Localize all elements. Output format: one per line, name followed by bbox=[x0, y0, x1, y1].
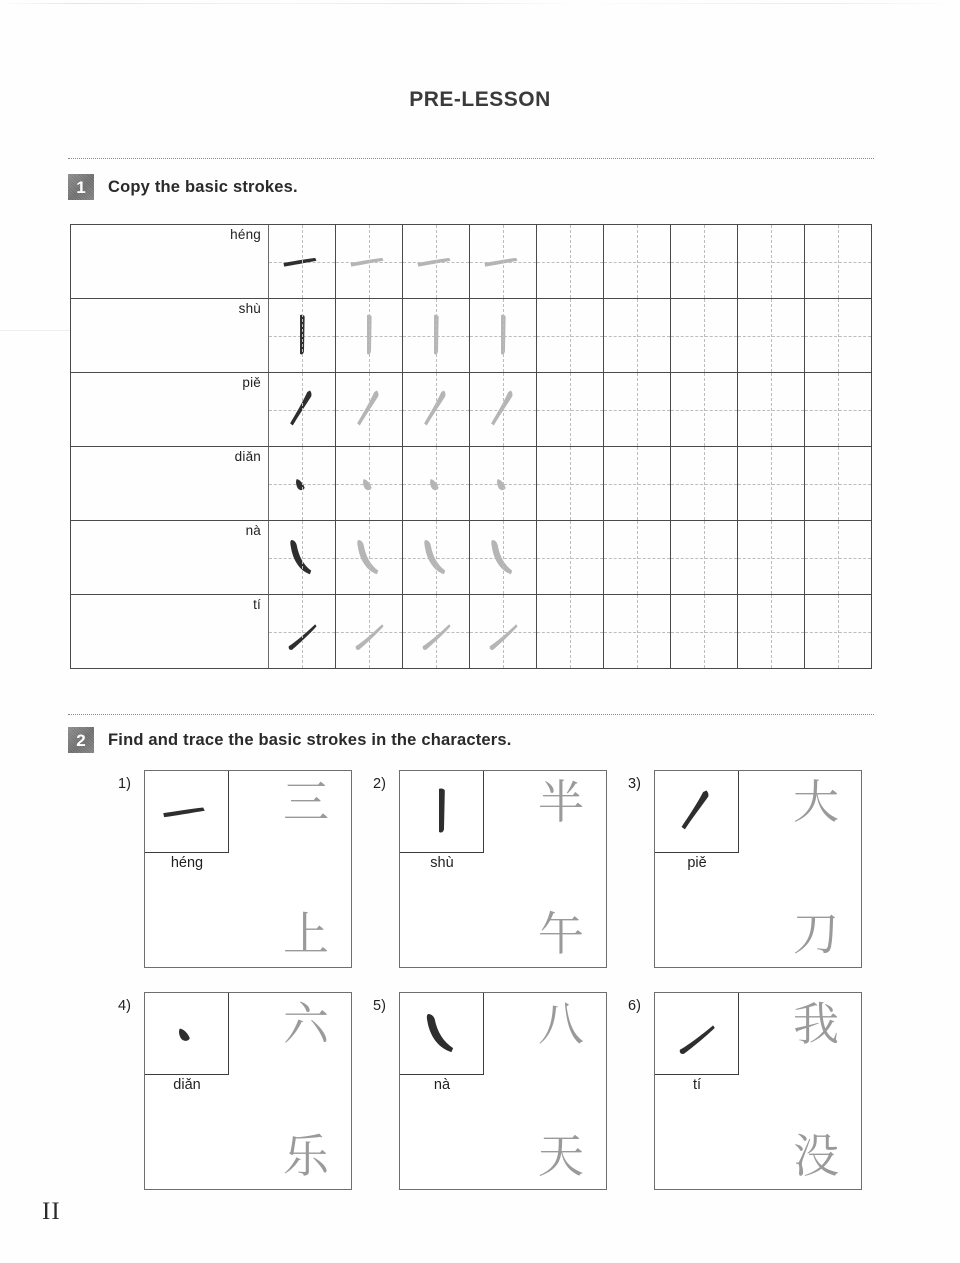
stroke-label: héng bbox=[230, 227, 261, 242]
character-glyph[interactable]: 上 bbox=[283, 907, 329, 961]
exercise-2-item bbox=[628, 992, 868, 1192]
item-number: 6) bbox=[628, 998, 641, 1014]
stroke-row bbox=[71, 521, 871, 595]
stroke-trace-cell[interactable] bbox=[336, 373, 403, 446]
stroke-trace-cell[interactable] bbox=[336, 521, 403, 594]
stroke-model-cell[interactable] bbox=[269, 521, 336, 594]
stroke-name-label: nà bbox=[433, 1077, 451, 1093]
stroke-model-cell[interactable] bbox=[269, 373, 336, 446]
stroke-name-label: diǎn bbox=[173, 1077, 201, 1093]
stroke-trace-cell[interactable] bbox=[403, 373, 470, 446]
stroke-trace-cell[interactable] bbox=[470, 521, 537, 594]
stroke-trace-cell[interactable] bbox=[470, 299, 537, 372]
stroke-practice-grid bbox=[70, 224, 872, 669]
stroke-label: nà bbox=[245, 523, 261, 538]
section-divider-2 bbox=[68, 714, 874, 715]
stroke-key-cell bbox=[145, 993, 229, 1075]
stroke-trace-cell[interactable] bbox=[403, 225, 470, 298]
stroke-blank-cell[interactable] bbox=[671, 373, 738, 446]
item-box[interactable] bbox=[144, 992, 352, 1190]
stroke-key-cell bbox=[655, 771, 739, 853]
exercise-2-item bbox=[628, 770, 868, 970]
stroke-trace-cell[interactable] bbox=[470, 373, 537, 446]
stroke-blank-cell[interactable] bbox=[805, 521, 871, 594]
stroke-blank-cell[interactable] bbox=[671, 447, 738, 520]
stroke-name-label: piě bbox=[687, 855, 707, 871]
exercise-1-instruction: Copy the basic strokes. bbox=[108, 177, 298, 196]
stroke-key-cell bbox=[400, 771, 484, 853]
section-divider-1 bbox=[68, 158, 874, 159]
stroke-trace-cell[interactable] bbox=[470, 595, 537, 668]
stroke-model-cell[interactable] bbox=[269, 447, 336, 520]
stroke-trace-cell[interactable] bbox=[336, 595, 403, 668]
character-glyph[interactable]: 天 bbox=[538, 1129, 584, 1183]
exercise-1-header bbox=[68, 174, 298, 200]
stroke-blank-cell[interactable] bbox=[537, 225, 604, 298]
stroke-blank-cell[interactable] bbox=[738, 521, 805, 594]
stroke-blank-cell[interactable] bbox=[805, 595, 871, 668]
stroke-name-label: tí bbox=[692, 1077, 702, 1093]
character-glyph[interactable]: 三 bbox=[283, 775, 329, 829]
scan-artifact-top bbox=[0, 3, 960, 4]
stroke-trace-cell[interactable] bbox=[336, 225, 403, 298]
character-glyph[interactable]: 我 bbox=[793, 997, 839, 1051]
stroke-blank-cell[interactable] bbox=[805, 299, 871, 372]
character-glyph[interactable]: 刀 bbox=[793, 907, 839, 961]
exercise-2-instruction: Find and trace the basic strokes in the characters. bbox=[108, 730, 512, 749]
stroke-blank-cell[interactable] bbox=[671, 299, 738, 372]
stroke-blank-cell[interactable] bbox=[604, 373, 671, 446]
stroke-blank-cell[interactable] bbox=[738, 373, 805, 446]
stroke-blank-cell[interactable] bbox=[671, 595, 738, 668]
stroke-label: tí bbox=[253, 597, 261, 612]
stroke-name-label: héng bbox=[170, 855, 204, 871]
character-glyph[interactable]: 半 bbox=[538, 775, 584, 829]
page-title: PRE-LESSON bbox=[409, 88, 551, 111]
character-glyph[interactable]: 乐 bbox=[283, 1129, 329, 1183]
stroke-blank-cell[interactable] bbox=[805, 373, 871, 446]
stroke-blank-cell[interactable] bbox=[671, 225, 738, 298]
scan-artifact-left bbox=[0, 330, 70, 331]
stroke-label: piě bbox=[242, 375, 261, 390]
stroke-trace-cell[interactable] bbox=[470, 225, 537, 298]
item-box[interactable] bbox=[399, 770, 607, 968]
exercise-2-item bbox=[373, 992, 613, 1192]
stroke-label-cell bbox=[71, 521, 269, 594]
stroke-trace-cell[interactable] bbox=[403, 447, 470, 520]
stroke-key-cell bbox=[400, 993, 484, 1075]
exercise-2-item bbox=[118, 992, 358, 1192]
item-box[interactable] bbox=[654, 770, 862, 968]
exercise-1-badge: 1 bbox=[68, 174, 94, 200]
stroke-trace-cell[interactable] bbox=[470, 447, 537, 520]
item-number: 4) bbox=[118, 998, 131, 1014]
stroke-label-cell bbox=[71, 299, 269, 372]
stroke-blank-cell[interactable] bbox=[671, 521, 738, 594]
stroke-row bbox=[71, 373, 871, 447]
item-number: 3) bbox=[628, 776, 641, 792]
stroke-trace-cell[interactable] bbox=[336, 299, 403, 372]
stroke-model-cell[interactable] bbox=[269, 299, 336, 372]
stroke-blank-cell[interactable] bbox=[537, 521, 604, 594]
stroke-row bbox=[71, 447, 871, 521]
stroke-key-cell bbox=[145, 771, 229, 853]
stroke-label-cell bbox=[71, 447, 269, 520]
stroke-blank-cell[interactable] bbox=[604, 595, 671, 668]
stroke-blank-cell[interactable] bbox=[805, 225, 871, 298]
stroke-model-cell[interactable] bbox=[269, 225, 336, 298]
stroke-blank-cell[interactable] bbox=[604, 225, 671, 298]
stroke-blank-cell[interactable] bbox=[604, 299, 671, 372]
stroke-blank-cell[interactable] bbox=[537, 299, 604, 372]
character-glyph[interactable]: 六 bbox=[283, 997, 329, 1051]
stroke-key-cell bbox=[655, 993, 739, 1075]
exercise-2-badge: 2 bbox=[68, 727, 94, 753]
stroke-blank-cell[interactable] bbox=[738, 447, 805, 520]
stroke-row bbox=[71, 299, 871, 373]
stroke-trace-cell[interactable] bbox=[403, 521, 470, 594]
stroke-blank-cell[interactable] bbox=[604, 447, 671, 520]
exercise-2-item bbox=[373, 770, 613, 970]
stroke-blank-cell[interactable] bbox=[738, 595, 805, 668]
exercise-2-header bbox=[68, 727, 512, 753]
stroke-blank-cell[interactable] bbox=[537, 447, 604, 520]
stroke-blank-cell[interactable] bbox=[738, 225, 805, 298]
item-number: 2) bbox=[373, 776, 386, 792]
item-box[interactable] bbox=[654, 992, 862, 1190]
stroke-row bbox=[71, 225, 871, 299]
stroke-name-label: shù bbox=[430, 855, 454, 871]
stroke-blank-cell[interactable] bbox=[537, 373, 604, 446]
stroke-label: diǎn bbox=[234, 449, 261, 464]
stroke-label-cell bbox=[71, 373, 269, 446]
stroke-trace-cell[interactable] bbox=[336, 447, 403, 520]
stroke-blank-cell[interactable] bbox=[604, 521, 671, 594]
stroke-model-cell[interactable] bbox=[269, 595, 336, 668]
stroke-label: shù bbox=[238, 301, 261, 316]
stroke-blank-cell[interactable] bbox=[805, 447, 871, 520]
item-number: 5) bbox=[373, 998, 386, 1014]
stroke-label-cell bbox=[71, 595, 269, 668]
stroke-blank-cell[interactable] bbox=[738, 299, 805, 372]
item-box[interactable] bbox=[399, 992, 607, 1190]
character-glyph[interactable]: 午 bbox=[538, 907, 584, 961]
item-number: 1) bbox=[118, 776, 131, 792]
character-glyph[interactable]: 没 bbox=[793, 1129, 839, 1183]
item-box[interactable] bbox=[144, 770, 352, 968]
stroke-row bbox=[71, 595, 871, 669]
page-number: II bbox=[42, 1198, 61, 1225]
character-glyph[interactable]: 大 bbox=[793, 775, 839, 829]
stroke-trace-cell[interactable] bbox=[403, 595, 470, 668]
exercise-2-item bbox=[118, 770, 358, 970]
stroke-label-cell bbox=[71, 225, 269, 298]
stroke-trace-cell[interactable] bbox=[403, 299, 470, 372]
stroke-blank-cell[interactable] bbox=[537, 595, 604, 668]
character-glyph[interactable]: 八 bbox=[538, 997, 584, 1051]
